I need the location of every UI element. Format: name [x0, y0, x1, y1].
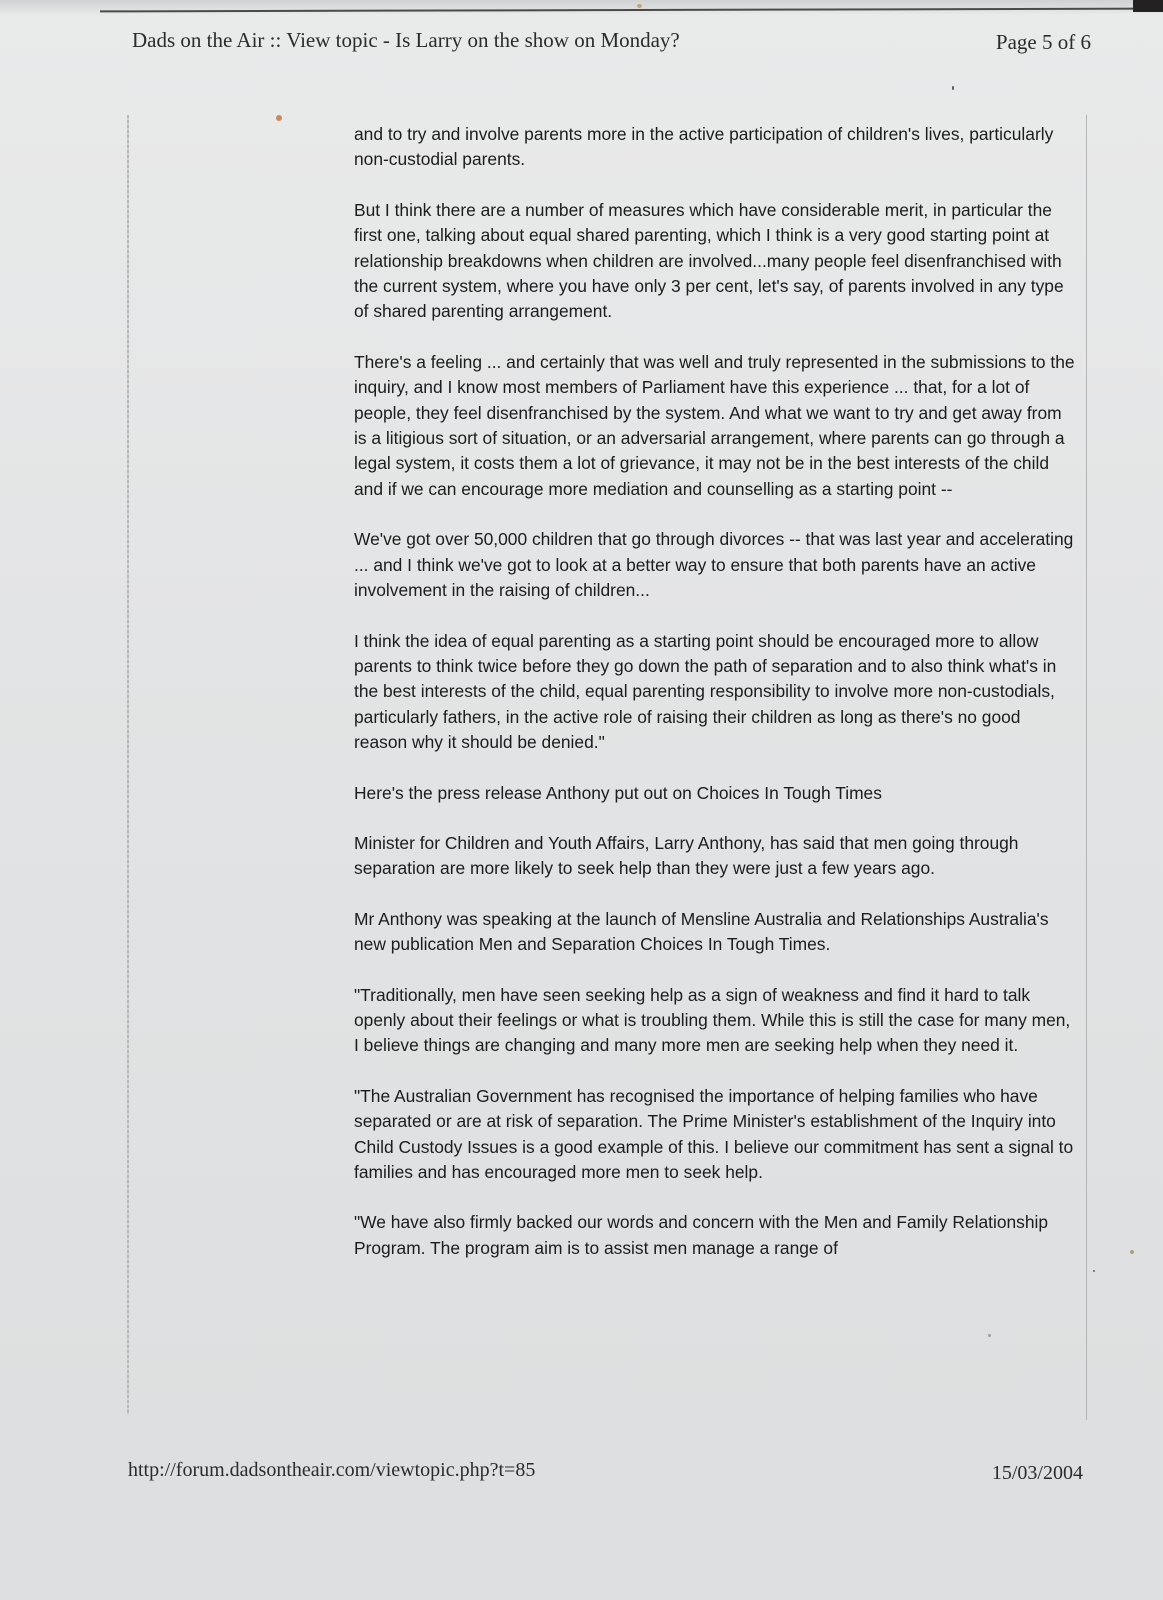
- page-header-title: Dads on the Air :: View topic - Is Larry on the show on Monday?: [132, 28, 680, 52]
- paragraph: Mr Anthony was speaking at the launch of Mensline Australia and Relationships Australia's new publication Men and Separation Choices In Tough Times.: [354, 908, 1049, 955]
- paragraph: There's a feeling ... and certainly that was well and truly represented in the submissions to the inquiry, and I know most members of Parliament have this experience ... that, for a lot of people, they feel disenfranchised by the system. And what we want to try and get away from is a litigious sort of situation, or an adversarial arrangement, where parents can go through a legal system, it costs them a lot of grievance, it may not be in the best interests of the child and if we can encourage more mediation and counselling as a starting point --: [354, 351, 1075, 499]
- paragraph: Here's the press release Anthony put out on Choices In Tough Times: [354, 782, 882, 803]
- scan-speck: [988, 1334, 991, 1337]
- content-frame-right-border: [1086, 115, 1087, 1420]
- paragraph: "Traditionally, men have seen seeking help as a sign of weakness and find it hard to talk openly about their feelings or what is troubling them. While this is still the case for many men, I believe things are changing and many more men are seeking help when they need it.: [354, 984, 1071, 1056]
- scan-corner-shadow: [1133, 0, 1163, 12]
- scan-speck: [1130, 1250, 1134, 1254]
- paragraph: I think the idea of equal parenting as a starting point should be encouraged more to allow parents to think twice before they go down the path of separation and to also think what's in the best interests of the child, equal parenting responsibility to involve more non-custodials, particularly fathers, in the active role of raising their children as long as there's no good reason why it should be denied.": [354, 630, 1057, 753]
- scan-speck: [1093, 1270, 1095, 1272]
- paragraph: and to try and involve parents more in the active participation of children's lives, particularly non-custodial parents.: [354, 124, 1054, 170]
- scan-speck: [637, 4, 642, 8]
- page-footer-date: 15/03/2004: [991, 1462, 1083, 1484]
- post-body: [354, 122, 1078, 1286]
- page-footer-url: http://forum.dadsontheair.com/viewtopic.php?t=85: [128, 1459, 536, 1481]
- paragraph: We've got over 50,000 children that go through divorces -- that was last year and accelerating ... and I think we've got to look at a better way to ensure that both parents have an active involvement in the raising of children...: [354, 529, 1074, 601]
- scan-speck: [276, 115, 282, 121]
- paragraph: But I think there are a number of measures which have considerable merit, in particular the first one, talking about equal shared parenting, which I think is a very good starting point at relationship breakdowns when children are involved...many people feel disenfranchised with the current system, where you have only 3 per cent, let's say, of parents involved in any type of shared parenting arrangement.: [354, 199, 1064, 322]
- content-frame-left-border: [127, 115, 129, 1415]
- paragraph: Minister for Children and Youth Affairs, Larry Anthony, has said that men going through separation are more likely to seek help than they were just a few years ago.: [354, 832, 1019, 879]
- paragraph: "We have also firmly backed our words and concern with the Men and Family Relationship Program. The program aim is to assist men manage a range of: [354, 1212, 1049, 1258]
- scan-speck: [952, 86, 954, 90]
- page-number: Page 5 of 6: [995, 30, 1091, 54]
- paragraph: "The Australian Government has recognised the importance of helping families who have separated or are at risk of separation. The Prime Minister's establishment of the Inquiry into Child Custody Issues is a good example of this. I believe our commitment has sent a signal to families and has encouraged more men to seek help.: [354, 1085, 1074, 1182]
